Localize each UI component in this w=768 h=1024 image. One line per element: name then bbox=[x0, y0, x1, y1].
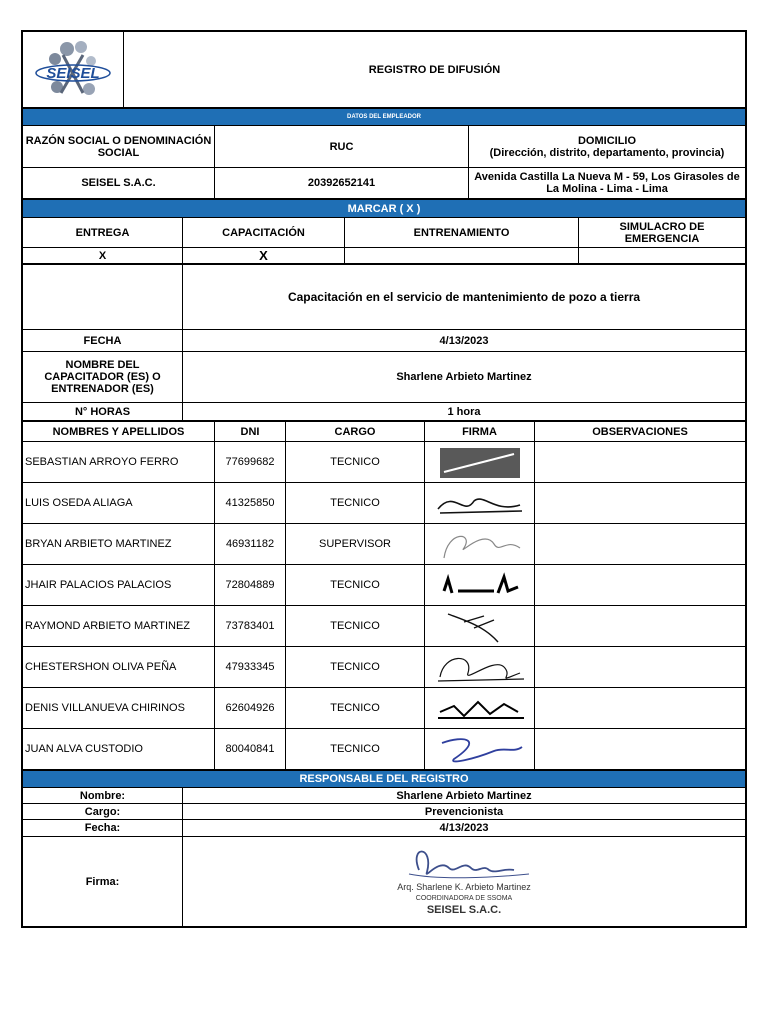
resp-nombre-label: Nombre: bbox=[23, 788, 183, 804]
attendee-dni: 77699682 bbox=[215, 442, 286, 483]
table-row bbox=[23, 442, 746, 483]
attendee-observaciones bbox=[535, 688, 746, 729]
header-dni: DNI bbox=[215, 422, 286, 442]
topic-blank bbox=[23, 265, 183, 330]
attendee-dni: 72804889 bbox=[215, 565, 286, 606]
attendee-cargo: TECNICO bbox=[286, 606, 425, 647]
attendee-cargo: TECNICO bbox=[286, 565, 425, 606]
signature-icon bbox=[434, 688, 526, 728]
signature-icon bbox=[434, 483, 526, 523]
attendee-dni: 80040841 bbox=[215, 729, 286, 770]
table-row bbox=[23, 688, 746, 729]
mark-simulacro bbox=[579, 248, 746, 264]
details-table bbox=[22, 264, 746, 421]
header-firma: FIRMA bbox=[425, 422, 535, 442]
signature-icon bbox=[434, 442, 526, 482]
stamp-line2: COORDINADORA DE SSOMA bbox=[415, 895, 513, 902]
attendee-observaciones bbox=[535, 565, 746, 606]
fecha-label: FECHA bbox=[23, 330, 183, 352]
option-entrenamiento: ENTRENAMIENTO bbox=[345, 218, 579, 248]
table-row bbox=[23, 524, 746, 565]
table-row bbox=[23, 565, 746, 606]
razon-social-header: RAZÓN SOCIAL O DENOMINACIÓN SOCIAL bbox=[23, 126, 215, 168]
table-row bbox=[23, 483, 746, 524]
attendee-observaciones bbox=[535, 606, 746, 647]
responsible-table bbox=[22, 770, 746, 927]
logo-text: SEISEL bbox=[46, 65, 100, 82]
resp-cargo-label: Cargo: bbox=[23, 804, 183, 820]
attendee-cargo: TECNICO bbox=[286, 729, 425, 770]
option-entrega: ENTREGA bbox=[23, 218, 183, 248]
attendee-dni: 41325850 bbox=[215, 483, 286, 524]
attendee-dni: 47933345 bbox=[215, 647, 286, 688]
attendee-name: SEBASTIAN ARROYO FERRO bbox=[23, 442, 215, 483]
page-title: REGISTRO DE DIFUSIÓN bbox=[124, 32, 746, 108]
attendees-table bbox=[22, 421, 746, 770]
attendee-dni: 46931182 bbox=[215, 524, 286, 565]
domicilio-title: DOMICILIO bbox=[577, 134, 637, 147]
registro-sheet bbox=[21, 30, 747, 928]
attendee-rows bbox=[23, 442, 746, 770]
resp-firma-label: Firma: bbox=[23, 837, 183, 927]
marcar-title: MARCAR ( X ) bbox=[23, 200, 746, 218]
attendee-name: DENIS VILLANUEVA CHIRINOS bbox=[23, 688, 215, 729]
mark-entrenamiento bbox=[345, 248, 579, 264]
attendee-observaciones bbox=[535, 483, 746, 524]
attendee-firma bbox=[425, 647, 535, 688]
attendee-name: CHESTERSHON OLIVA PEÑA bbox=[23, 647, 215, 688]
attendee-observaciones bbox=[535, 442, 746, 483]
attendee-cargo: TECNICO bbox=[286, 483, 425, 524]
company-ruc: 20392652141 bbox=[215, 168, 469, 199]
fecha-value: 4/13/2023 bbox=[183, 330, 746, 352]
logo bbox=[23, 32, 124, 108]
resp-cargo-value: Prevencionista bbox=[183, 804, 746, 820]
signature-icon bbox=[434, 606, 526, 646]
header-nombres: NOMBRES Y APELLIDOS bbox=[23, 422, 215, 442]
attendee-firma bbox=[425, 483, 535, 524]
company-address: Avenida Castilla La Nueva M - 59, Los Girasoles de La Molina - Lima - Lima bbox=[469, 168, 746, 199]
attendee-firma bbox=[425, 565, 535, 606]
header-table bbox=[22, 31, 746, 108]
domicilio-subtitle: (Dirección, distrito, departamento, provincia) bbox=[489, 146, 725, 159]
signature-icon bbox=[434, 729, 526, 769]
attendee-firma bbox=[425, 524, 535, 565]
attendee-firma bbox=[425, 729, 535, 770]
attendee-cargo: SUPERVISOR bbox=[286, 524, 425, 565]
signature-icon bbox=[434, 524, 526, 564]
mark-entrega: X bbox=[23, 248, 183, 264]
resp-fecha-value: 4/13/2023 bbox=[183, 820, 746, 837]
table-row bbox=[23, 729, 746, 770]
attendee-cargo: TECNICO bbox=[286, 647, 425, 688]
resp-firma-stamp bbox=[183, 837, 746, 927]
responsible-title: RESPONSABLE DEL REGISTRO bbox=[23, 771, 746, 788]
ruc-header: RUC bbox=[215, 126, 469, 168]
marcar-table bbox=[22, 199, 746, 264]
attendee-cargo: TECNICO bbox=[286, 688, 425, 729]
resp-fecha-label: Fecha: bbox=[23, 820, 183, 837]
signature-icon bbox=[434, 565, 526, 605]
signature-icon bbox=[434, 647, 526, 687]
domicilio-header bbox=[469, 126, 746, 168]
horas-value: 1 hora bbox=[183, 403, 746, 421]
capacitador-value: Sharlene Arbieto Martinez bbox=[183, 352, 746, 403]
attendee-dni: 62604926 bbox=[215, 688, 286, 729]
attendee-name: BRYAN ARBIETO MARTINEZ bbox=[23, 524, 215, 565]
mark-capacitacion: X bbox=[183, 248, 345, 264]
stamp-line3: SEISEL S.A.C. bbox=[426, 904, 502, 916]
header-observaciones: OBSERVACIONES bbox=[535, 422, 746, 442]
option-capacitacion: CAPACITACIÓN bbox=[183, 218, 345, 248]
employer-section-title: DATOS DEL EMPLEADOR bbox=[23, 109, 746, 126]
attendee-dni: 73783401 bbox=[215, 606, 286, 647]
stamp-line1: Arq. Sharlene K. Arbieto Martinez bbox=[397, 882, 531, 892]
resp-nombre-value: Sharlene Arbieto Martinez bbox=[183, 788, 746, 804]
stamp-signature-icon bbox=[379, 840, 549, 920]
header-cargo: CARGO bbox=[286, 422, 425, 442]
option-simulacro: SIMULACRO DE EMERGENCIA bbox=[579, 218, 746, 248]
employer-table bbox=[22, 108, 746, 199]
company-name: SEISEL S.A.C. bbox=[23, 168, 215, 199]
table-row bbox=[23, 647, 746, 688]
attendee-name: LUIS OSEDA ALIAGA bbox=[23, 483, 215, 524]
attendee-firma bbox=[425, 606, 535, 647]
attendee-observaciones bbox=[535, 729, 746, 770]
attendee-name: JHAIR PALACIOS PALACIOS bbox=[23, 565, 215, 606]
capacitador-label: NOMBRE DEL CAPACITADOR (ES) O ENTRENADOR (ES) bbox=[23, 352, 183, 403]
seisel-logo-icon bbox=[33, 35, 113, 101]
attendee-observaciones bbox=[535, 647, 746, 688]
horas-label: N° HORAS bbox=[23, 403, 183, 421]
table-row bbox=[23, 606, 746, 647]
attendee-firma bbox=[425, 688, 535, 729]
attendee-name: JUAN ALVA CUSTODIO bbox=[23, 729, 215, 770]
attendee-firma bbox=[425, 442, 535, 483]
attendee-name: RAYMOND ARBIETO MARTINEZ bbox=[23, 606, 215, 647]
attendee-observaciones bbox=[535, 524, 746, 565]
attendee-cargo: TECNICO bbox=[286, 442, 425, 483]
topic-text: Capacitación en el servicio de mantenimiento de pozo a tierra bbox=[183, 265, 746, 330]
